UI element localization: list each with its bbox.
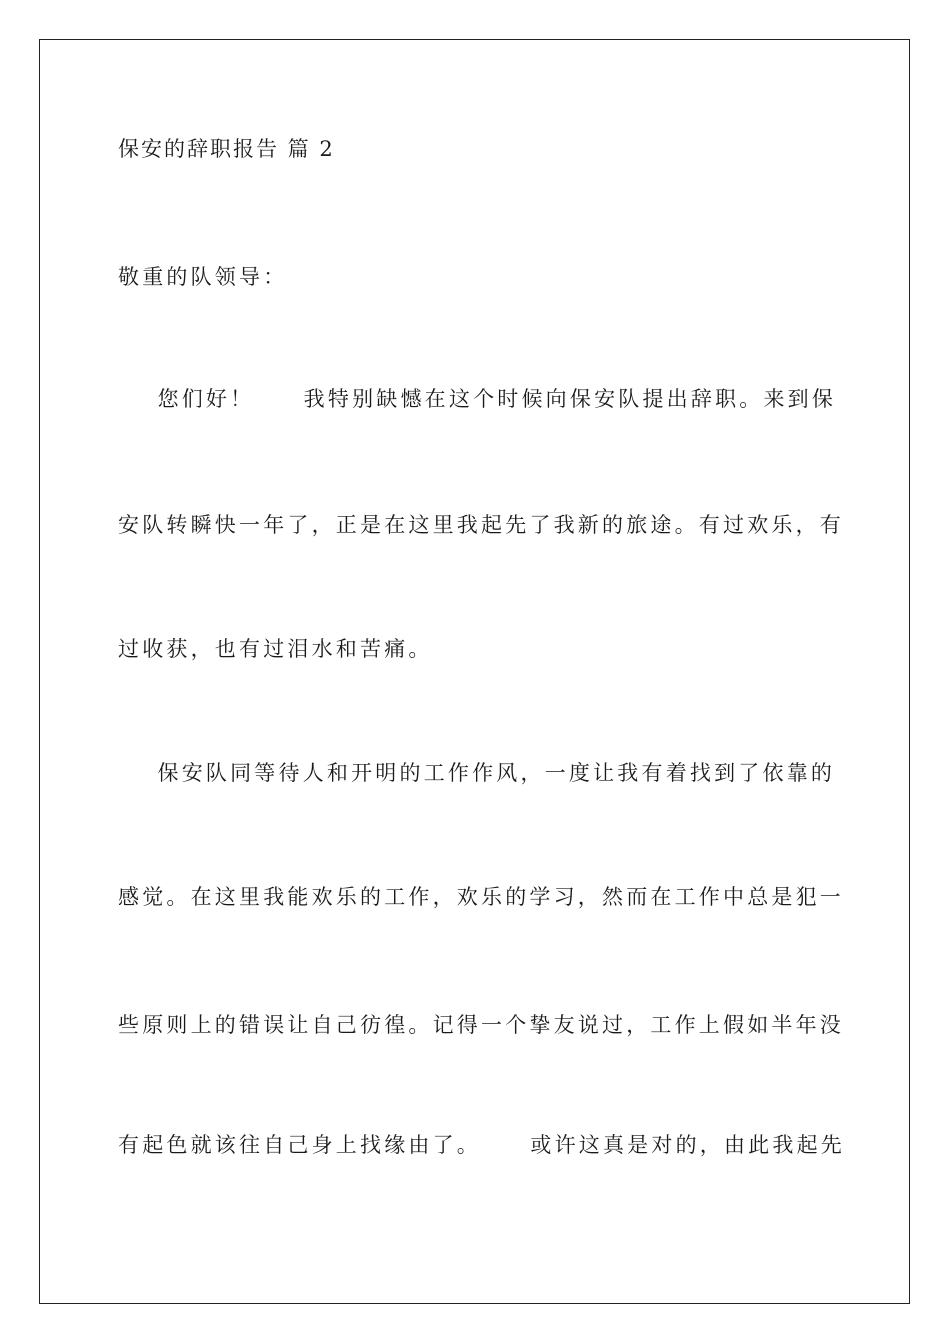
body-line: 安队转瞬快一年了，正是在这里我起先了我新的旅途。有过欢乐，有 [118,513,844,537]
body-line: 些原则上的错误让自己彷徨。记得一个挚友说过，工作上假如半年没 [118,1013,844,1037]
body-line: 有起色就该往自己身上找缘由了。 或许这真是对的，由此我起先 [118,1133,845,1157]
body-line: 您们好！ 我特别缺憾在这个时候向保安队提出辞职。来到保 [118,387,837,411]
page-border [39,39,910,1304]
body-line: 保安队同等待人和开明的工作作风，一度让我有着找到了依靠的 [118,761,836,785]
document-title: 保安的辞职报告 篇 2 [118,137,335,161]
body-line: 过收获，也有过泪水和苦痛。 [118,637,433,661]
body-line: 感觉。在这里我能欢乐的工作，欢乐的学习，然而在工作中总是犯一 [118,885,844,909]
salutation: 敬重的队领导： [118,265,288,289]
